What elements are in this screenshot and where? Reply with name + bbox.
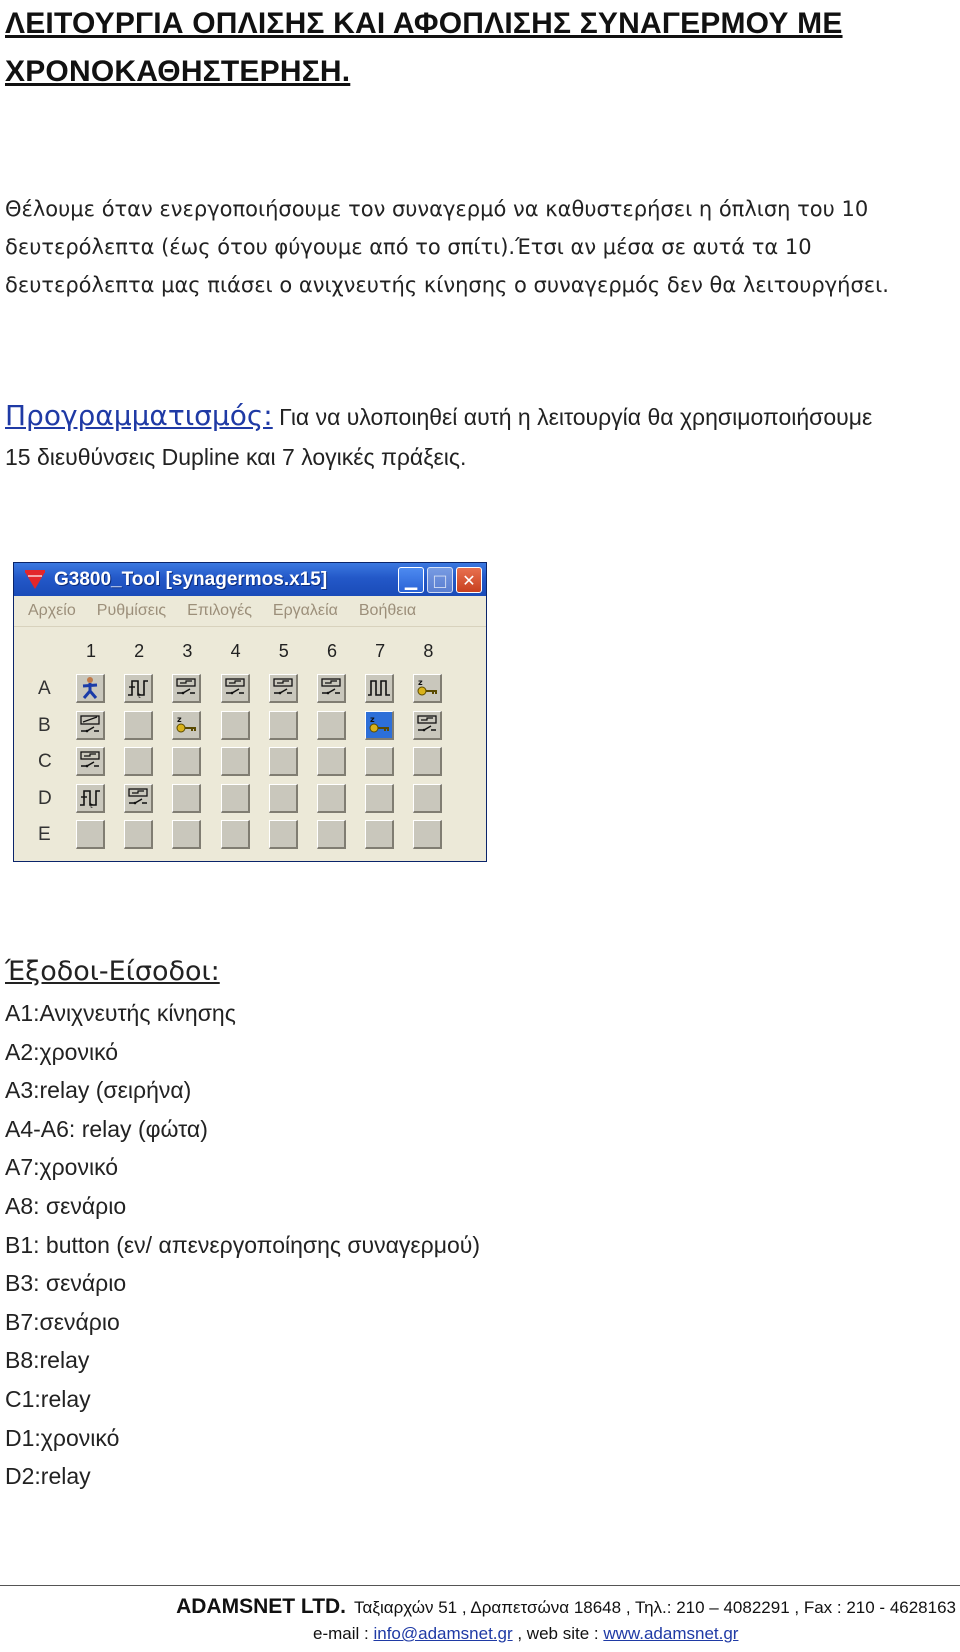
- column-number: 8: [423, 641, 434, 661]
- row-letter: E: [38, 824, 51, 845]
- column-number: 5: [278, 641, 289, 661]
- address-grid: [14, 627, 486, 862]
- address-cell-D2[interactable]: [124, 784, 153, 813]
- address-cell-B4[interactable]: [221, 711, 250, 740]
- address-cell-A1[interactable]: [76, 674, 105, 703]
- svg-text:z: z: [370, 714, 375, 724]
- timer-icon: [126, 677, 150, 699]
- column-number: 2: [134, 641, 145, 661]
- address-cell-C7[interactable]: [365, 747, 394, 776]
- timer-icon: [78, 787, 102, 809]
- address-cell-C6[interactable]: [317, 747, 346, 776]
- address-cell-D5[interactable]: [269, 784, 298, 813]
- scenario-key-icon: [415, 677, 439, 699]
- address-cell-A5[interactable]: [269, 674, 298, 703]
- address-cell-A7[interactable]: [365, 674, 394, 703]
- address-cell-E8[interactable]: [413, 820, 442, 849]
- address-cell-D7[interactable]: [365, 784, 394, 813]
- footer-email-link[interactable]: info@adamsnet.gr: [373, 1624, 513, 1643]
- address-cell-A8[interactable]: [413, 674, 442, 703]
- address-cell-C3[interactable]: [172, 747, 201, 776]
- column-number: 4: [230, 641, 241, 661]
- maximize-icon: □: [432, 570, 448, 590]
- row-letter: C: [38, 751, 52, 773]
- address-cell-C4[interactable]: [221, 747, 250, 776]
- address-cell-C1[interactable]: [76, 747, 105, 776]
- address-cell-E3[interactable]: [172, 820, 201, 849]
- maximize-button[interactable]: [427, 567, 453, 593]
- address-cell-E6[interactable]: [317, 820, 346, 849]
- row-letter: B: [38, 714, 51, 736]
- footer-address-line: [0, 1595, 960, 1619]
- address-cell-E2[interactable]: [124, 820, 153, 849]
- address-cell-D6[interactable]: [317, 784, 346, 813]
- minimize-button[interactable]: [398, 567, 424, 593]
- column-number: 7: [375, 641, 386, 661]
- io-item: D2:relay: [5, 1463, 91, 1490]
- address-cell-B8[interactable]: [413, 711, 442, 740]
- intro-line-1: Θέλουμε όταν ενεργοποιήσουμε τον συναγερμό να καθυστερήσει η όπλιση του 10: [5, 197, 869, 221]
- scenario-key-icon: [367, 714, 391, 736]
- menu-bar: [14, 596, 486, 627]
- address-cell-B7[interactable]: [365, 711, 394, 740]
- pulse-icon: [367, 677, 391, 699]
- relay-icon: [271, 677, 295, 699]
- intro-line-2: δευτερόλεπτα (έως ότου φύγουμε από το σπίτι).Έτσι αν μέσα σε αυτά τα 10: [5, 235, 812, 259]
- programming-text-2: 15 διευθύνσεις Dupline και 7 λογικές πράξεις.: [5, 444, 467, 470]
- relay-icon: [319, 677, 343, 699]
- close-button[interactable]: [456, 567, 482, 593]
- menu-options[interactable]: Επιλογές: [187, 602, 252, 619]
- footer-email-label: e-mail :: [313, 1624, 374, 1643]
- io-item: Α7:χρονικό: [5, 1154, 119, 1181]
- g3800-tool-window: [13, 562, 487, 862]
- address-cell-C5[interactable]: [269, 747, 298, 776]
- address-cell-A6[interactable]: [317, 674, 346, 703]
- address-cell-A4[interactable]: [221, 674, 250, 703]
- io-item: Β1: button (εν/ απενεργοποίησης συναγερμού): [5, 1231, 481, 1258]
- io-item: Α4-Α6: relay (φώτα): [5, 1115, 208, 1142]
- address-cell-D8[interactable]: [413, 784, 442, 813]
- footer-company: ADAMSNET LTD.: [176, 1595, 347, 1618]
- address-cell-C2[interactable]: [124, 747, 153, 776]
- window-title: G3800_Tool [synagermos.x15]: [54, 568, 328, 590]
- footer-web-label: , web site :: [512, 1624, 604, 1643]
- address-cell-A3[interactable]: [172, 674, 201, 703]
- button-icon: [78, 714, 102, 736]
- programming-label: Προγραμματισμός:: [5, 399, 273, 432]
- address-cell-C8[interactable]: [413, 747, 442, 776]
- row-letter: A: [38, 678, 51, 700]
- menu-tools[interactable]: Εργαλεία: [272, 602, 338, 619]
- address-cell-B3[interactable]: [172, 711, 201, 740]
- io-item: C1:relay: [5, 1385, 91, 1412]
- close-icon: ✕: [462, 570, 476, 590]
- footer-contact-line: [313, 1624, 738, 1644]
- relay-icon: [415, 714, 439, 736]
- io-list: [5, 994, 480, 1496]
- footer-address: Ταξιαρχών 51 , Δραπετσώνα 18648 , Τηλ.: 210 – 4082291 , Fax : 210 - 4628163: [354, 1598, 956, 1617]
- io-item: Β8:relay: [5, 1347, 90, 1374]
- svg-text:t: t: [138, 692, 141, 700]
- io-item: Α2:χρονικό: [5, 1038, 119, 1065]
- menu-help[interactable]: Βοήθεια: [358, 602, 417, 619]
- relay-icon: [78, 750, 102, 772]
- svg-text:z: z: [177, 714, 183, 724]
- intro-paragraph: [5, 190, 955, 304]
- svg-text:t: t: [90, 801, 93, 809]
- scenario-key-icon: [174, 714, 198, 736]
- address-cell-B1[interactable]: [76, 711, 105, 740]
- intro-line-3: δευτερόλεπτα μας πιάσει ο ανιχνευτής κίνησης ο συναγερμός δεν θα λειτουργήσει.: [5, 273, 889, 297]
- relay-icon: [174, 677, 198, 699]
- io-item: Α8: σενάριο: [5, 1192, 127, 1219]
- address-cell-B2[interactable]: [124, 711, 153, 740]
- app-logo-icon: [24, 569, 46, 591]
- address-cell-D3[interactable]: [172, 784, 201, 813]
- io-item: Β7:σενάριο: [5, 1308, 120, 1335]
- column-number: 3: [182, 641, 193, 661]
- io-item: D1:χρονικό: [5, 1424, 120, 1451]
- io-item: Α1:Ανιχνευτής κίνησης: [5, 1000, 236, 1026]
- minimize-icon: ▁: [404, 570, 418, 590]
- address-cell-E4[interactable]: [221, 820, 250, 849]
- address-cell-E1[interactable]: [76, 820, 105, 849]
- footer-web-link[interactable]: www.adamsnet.gr: [603, 1624, 739, 1643]
- address-cell-A2[interactable]: [124, 674, 153, 703]
- io-item: Α3:relay (σειρήνα): [5, 1077, 192, 1104]
- address-cell-B5[interactable]: [269, 711, 298, 740]
- address-cell-E7[interactable]: [365, 820, 394, 849]
- title-line-2: ΧΡΟΝΟΚΑΘΗΣΤΕΡΗΣΗ.: [5, 55, 351, 88]
- svg-text:z: z: [418, 678, 424, 688]
- row-letter: D: [38, 787, 52, 809]
- relay-icon: [126, 787, 150, 809]
- programming-paragraph: [5, 396, 955, 477]
- page-title: [5, 0, 945, 96]
- motion-detector-icon: [79, 676, 101, 700]
- menu-file[interactable]: Αρχείο: [28, 602, 76, 619]
- window-titlebar[interactable]: [14, 563, 486, 596]
- io-heading: Έξοδοι-Είσοδοι:: [5, 956, 220, 987]
- menu-settings[interactable]: Ρυθμίσεις: [96, 602, 167, 619]
- address-cell-E5[interactable]: [269, 820, 298, 849]
- address-cell-B6[interactable]: [317, 711, 346, 740]
- column-number: 6: [326, 641, 337, 661]
- relay-icon: [223, 677, 247, 699]
- footer-divider: [0, 1585, 960, 1586]
- address-cell-D1[interactable]: [76, 784, 105, 813]
- address-cell-D4[interactable]: [221, 784, 250, 813]
- title-line-1: ΛΕΙΤΟΥΡΓΙΑ ΟΠΛΙΣΗΣ ΚΑΙ ΑΦΟΠΛΙΣΗΣ ΣΥΝΑΓΕΡΜΟΥ ΜΕ: [5, 7, 843, 40]
- programming-text-1: Για να υλοποιηθεί αυτή η λειτουργία θα χρησιμοποιήσουμε: [272, 404, 873, 430]
- io-item: Β3: σενάριο: [5, 1270, 127, 1297]
- column-number: 1: [85, 641, 96, 661]
